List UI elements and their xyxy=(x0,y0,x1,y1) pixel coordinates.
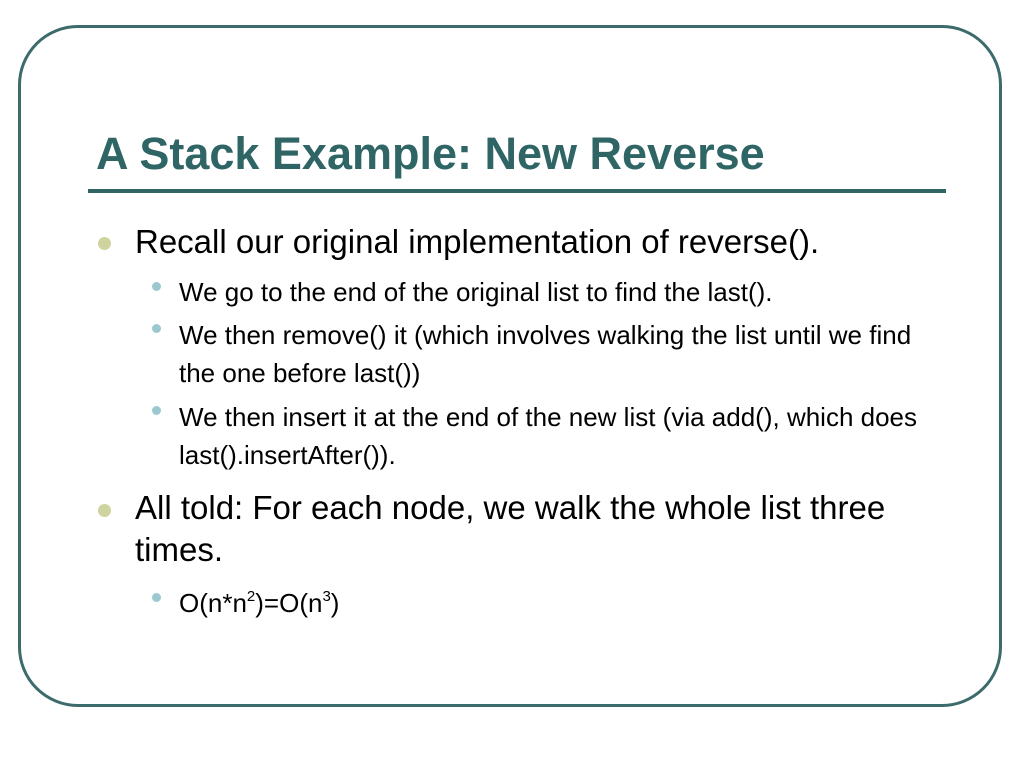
level2-bullet-icon xyxy=(152,406,161,415)
complexity-formula xyxy=(179,584,919,622)
level2-bullet-icon xyxy=(152,282,161,291)
formula-exponent: 3 xyxy=(322,588,331,606)
sub-bullet-text: We then insert it at the end of the new list (via add(), which does last().insertAfter()). xyxy=(179,402,918,470)
formula-exponent: 2 xyxy=(246,588,256,606)
level2-bullet-icon xyxy=(152,324,161,333)
bullet-text: Recall our original implementation of reverse(). xyxy=(135,223,820,260)
formula-part: O(n*n xyxy=(179,588,247,618)
formula-part: ) xyxy=(330,588,340,618)
slide-title: A Stack Example: New Reverse xyxy=(96,128,765,179)
level1-bullet-icon xyxy=(98,504,111,517)
formula-part: )=O(n xyxy=(255,588,323,618)
level2-bullet-icon xyxy=(152,593,161,602)
sub-bullet-text: We go to the end of the original list to find the last(). xyxy=(179,277,773,307)
level1-bullet-icon xyxy=(98,237,111,250)
sub-bullet-text: We then remove() it (which involves walking the list until we find the one before last()) xyxy=(179,320,912,388)
bullet-text: All told: For each node, we walk the whole list three times. xyxy=(135,489,886,568)
